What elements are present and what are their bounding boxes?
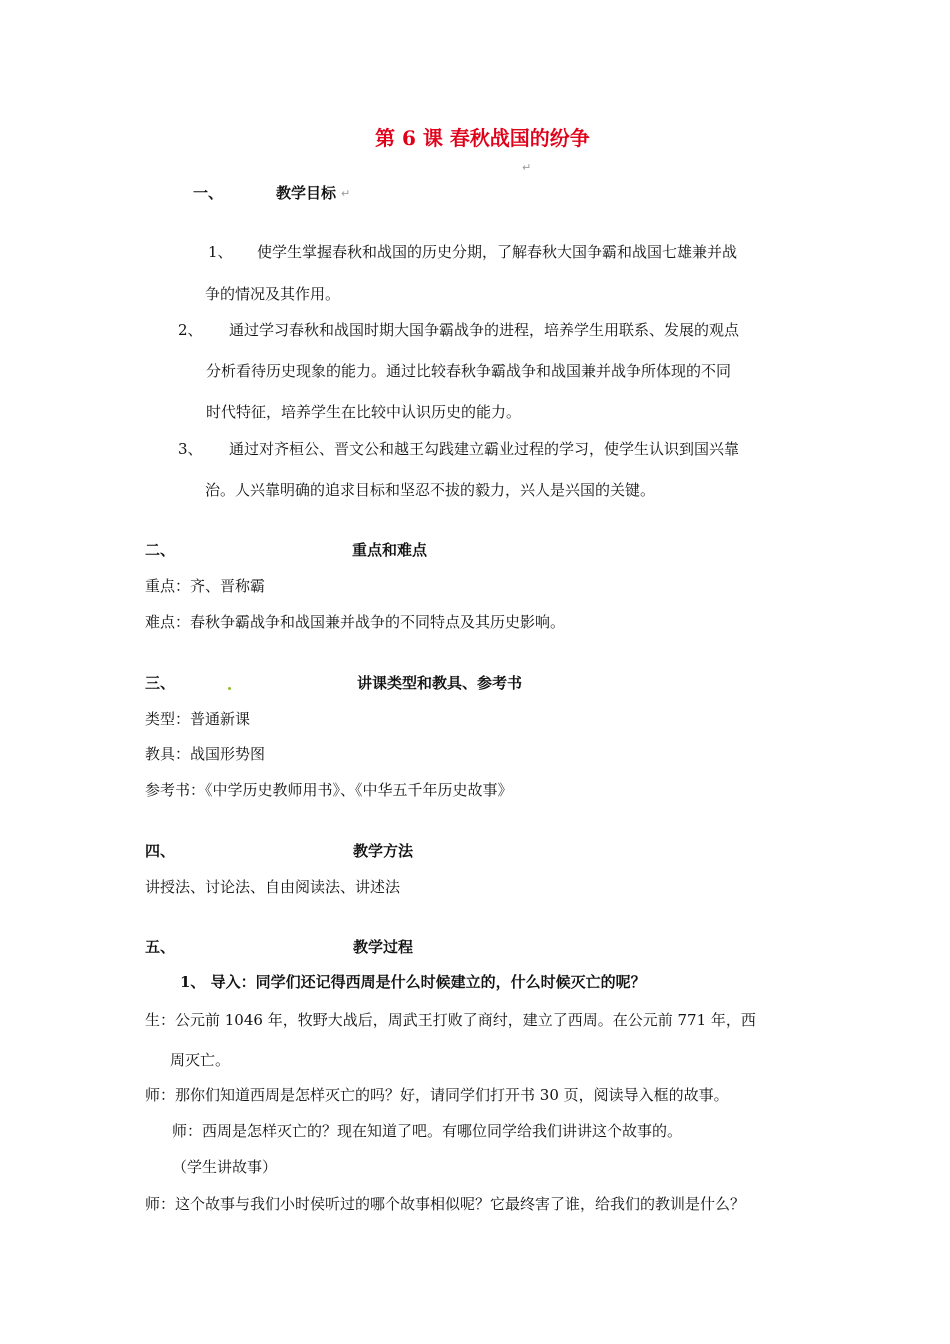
text-line: 教具：战国形势图 <box>145 745 266 763</box>
paragraph-line: 时代特征，培养学生在比较中认识历史的能力。 <box>206 403 522 421</box>
section-number: 四、 <box>145 842 176 860</box>
text-line: 讲授法、讨论法、自由阅读法、讲述法 <box>145 878 401 896</box>
page-title: 第 6 课 春秋战国的纷争 <box>375 126 590 150</box>
text-line: 师：那你们知道西周是怎样灭亡的吗？好，请同学们打开书 30 页，阅读导入框的故事。 <box>145 1086 729 1104</box>
list-number: 3、 <box>178 440 203 458</box>
paragraph-line: 通过对齐桓公、晋文公和越王勾践建立霸业过程的学习，使学生认识到国兴靠 <box>229 440 740 458</box>
paragraph-line: 争的情况及其作用。 <box>205 285 341 303</box>
section-number: 二、 <box>145 541 176 559</box>
text-line: 类型：普通新课 <box>145 710 251 728</box>
artifact-dot <box>228 687 231 690</box>
section-heading: 教学过程 <box>353 938 414 956</box>
paragraph-mark: ↵ <box>341 187 351 200</box>
paragraph-line: 使学生掌握春秋和战国的历史分期，了解春秋大国争霸和战国七雄兼并战 <box>257 243 738 261</box>
section-heading: 教学方法 <box>353 842 414 860</box>
paragraph-mark: ↵ <box>522 161 532 174</box>
section-number: 一、 <box>193 184 224 202</box>
section-heading: 讲课类型和教具、参考书 <box>357 674 523 692</box>
paragraph-line: 通过学习春秋和战国时期大国争霸战争的进程，培养学生用联系、发展的观点 <box>229 321 740 339</box>
section-number: 三、 <box>145 674 176 692</box>
text-line: 难点：春秋争霸战争和战国兼并战争的不同特点及其历史影响。 <box>145 613 566 631</box>
step-heading: 1、 导入：同学们还记得西周是什么时候建立的，什么时候灭亡的呢？ <box>180 973 646 991</box>
paragraph-line: 治。人兴靠明确的追求目标和坚忍不拔的毅力，兴人是兴国的关键。 <box>205 481 656 499</box>
text-line: 周灭亡。 <box>170 1051 231 1069</box>
text-line: 师：西周是怎样灭亡的？现在知道了吧。有哪位同学给我们讲讲这个故事的。 <box>172 1122 683 1140</box>
text-line: （学生讲故事） <box>172 1158 278 1176</box>
text-line: 师：这个故事与我们小时侯听过的哪个故事相似呢？它最终害了谁，给我们的教训是什么？ <box>145 1195 746 1213</box>
paragraph-line: 分析看待历史现象的能力。通过比较春秋争霸战争和战国兼并战争所体现的不同 <box>206 362 732 380</box>
section-number: 五、 <box>145 938 176 956</box>
list-number: 2、 <box>178 321 203 339</box>
section-heading: 教学目标 <box>276 184 337 202</box>
section-heading: 重点和难点 <box>352 541 428 559</box>
text-line: 重点：齐、晋称霸 <box>145 577 266 595</box>
text-line: 参考书：《中学历史教师用书》、《中华五千年历史故事》 <box>145 781 513 799</box>
list-number: 1、 <box>208 243 233 261</box>
text-line: 生：公元前 1046 年，牧野大战后，周武王打败了商纣，建立了西周。在公元前 771 年，西 <box>145 1011 756 1029</box>
